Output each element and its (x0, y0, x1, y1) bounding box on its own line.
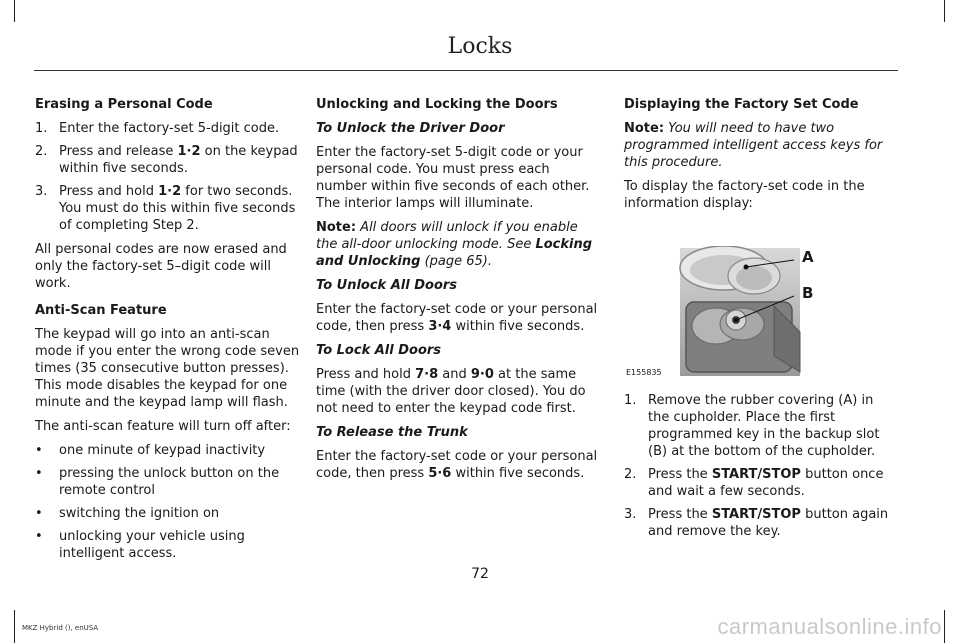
note-label: Note: (316, 220, 357, 235)
key-label: 7·8 (415, 367, 439, 382)
bullet-icon: • (35, 506, 43, 521)
step-text: Enter the factory-set 5-digit code. (59, 121, 280, 136)
step-number: 1. (35, 121, 48, 136)
button-label: START/STOP (711, 507, 801, 522)
bullet-text: one minute of keypad inactivity (59, 443, 266, 458)
button-label: START/STOP (711, 467, 801, 482)
factory-code-steps-list (624, 392, 896, 540)
column-3 (624, 96, 896, 219)
paragraph: The keypad will go into an anti-scan mode if you enter the wrong code seven times (35 consecutive button presses). This mode disables the keypad for one minute and the keypad lamp will flash. (35, 327, 300, 410)
step-text: button once and wait a few seconds. (648, 467, 884, 499)
section-heading-factory-code: Displaying the Factory Set Code (624, 97, 859, 112)
note-text: You will need to have two programmed intelligent access keys for this procedure. (624, 121, 883, 170)
list-item (35, 442, 307, 459)
bullet-icon: • (35, 443, 43, 458)
section-heading-antiscan: Anti-Scan Feature (35, 303, 167, 318)
header-rule (34, 70, 898, 71)
key-label: 9·0 (470, 367, 494, 382)
paragraph: The anti-scan feature will turn off after: (35, 419, 291, 434)
step-text: Remove the rubber covering (A) in the cupholder. Place the first programmed key in the backup slot (B) at the bottom of the cupholder. (648, 393, 880, 459)
bullet-icon: • (35, 529, 43, 544)
subheading: To Release the Trunk (316, 425, 468, 440)
step-number: 2. (624, 467, 637, 482)
step-text: button again and remove the key. (648, 507, 889, 539)
bullet-text: pressing the unlock button on the remote control (59, 466, 280, 498)
note-text: All doors will unlock if you enable the all-door unlocking mode. See (316, 220, 578, 252)
step-number: 3. (35, 184, 48, 199)
text: and (438, 367, 471, 382)
cupholder-figure (624, 246, 820, 380)
paragraph (316, 301, 602, 335)
step-number: 1. (624, 393, 637, 408)
figure-label-a: A (802, 248, 814, 266)
key-label: 3·4 (428, 319, 452, 334)
list-item (35, 465, 307, 499)
subheading: To Unlock the Driver Door (316, 121, 505, 136)
step-text: Press and release (59, 144, 178, 159)
list-item (35, 505, 307, 522)
page-reference: (page 65). (420, 254, 492, 269)
list-item (624, 392, 896, 460)
crop-mark (944, 610, 945, 643)
step-text: Press the (648, 507, 712, 522)
text: Press and hold (316, 367, 416, 382)
column-3-steps (624, 392, 896, 547)
step-text: Press the (648, 467, 712, 482)
watermark: carmanualsonline.info (717, 614, 942, 639)
subheading: To Unlock All Doors (316, 278, 458, 293)
list-item (35, 143, 307, 177)
column-1 (35, 96, 307, 569)
note-label: Note: (624, 121, 665, 136)
step-number: 2. (35, 144, 48, 159)
step-text: for two seconds. You must do this within five seconds of completing Step 2. (59, 184, 296, 233)
text: within five seconds. (451, 319, 585, 334)
paragraph: Enter the factory-set 5-digit code or your personal code. You must press each number within five seconds of each other. The interior lamps will illuminate. (316, 145, 590, 211)
text: within five seconds. (451, 466, 585, 481)
bullet-text: switching the ignition on (59, 506, 220, 521)
crop-mark (14, 610, 15, 643)
paragraph (316, 366, 602, 417)
note-paragraph (316, 219, 602, 270)
list-item (35, 528, 307, 562)
key-label: 1·2 (158, 184, 182, 199)
figure-code: E155835 (626, 368, 662, 377)
list-item (624, 466, 896, 500)
page-number: 72 (471, 566, 489, 582)
step-number: 3. (624, 507, 637, 522)
cupholder-illustration (624, 246, 820, 380)
figure-label-b: B (802, 284, 814, 302)
list-item (35, 183, 307, 234)
bullet-icon: • (35, 466, 43, 481)
list-item (624, 506, 896, 540)
section-heading-erasing: Erasing a Personal Code (35, 97, 213, 112)
step-text: on the keypad within five seconds. (59, 144, 298, 176)
key-label: 1·2 (177, 144, 201, 159)
cross-reference-link[interactable]: Locking and Unlocking (316, 237, 593, 269)
note-paragraph (624, 120, 896, 171)
column-2 (316, 96, 602, 489)
crop-mark (944, 0, 945, 22)
text: Enter the factory-set code or your personal code, then press (316, 302, 598, 334)
erase-steps-list (35, 120, 307, 234)
key-label: 5·6 (428, 466, 452, 481)
section-heading-unlocking: Unlocking and Locking the Doors (316, 97, 558, 112)
text: at the same time (with the driver door closed). You do not need to enter the keypad code first. (316, 367, 586, 416)
step-text: Press and hold (59, 184, 159, 199)
paragraph (316, 448, 602, 482)
paragraph: To display the factory-set code in the information display: (624, 179, 865, 211)
page-header-title: Locks (447, 34, 513, 59)
crop-mark (14, 0, 15, 22)
subheading: To Lock All Doors (316, 343, 442, 358)
bullet-text: unlocking your vehicle using intelligent access. (59, 529, 245, 561)
list-item (35, 120, 307, 137)
text: Enter the factory-set code or your personal code, then press (316, 449, 598, 481)
paragraph: All personal codes are now erased and only the factory-set 5–digit code will work. (35, 242, 287, 291)
antiscan-bullets (35, 442, 307, 562)
document-id: MKZ Hybrid (), enUSA (22, 624, 99, 632)
